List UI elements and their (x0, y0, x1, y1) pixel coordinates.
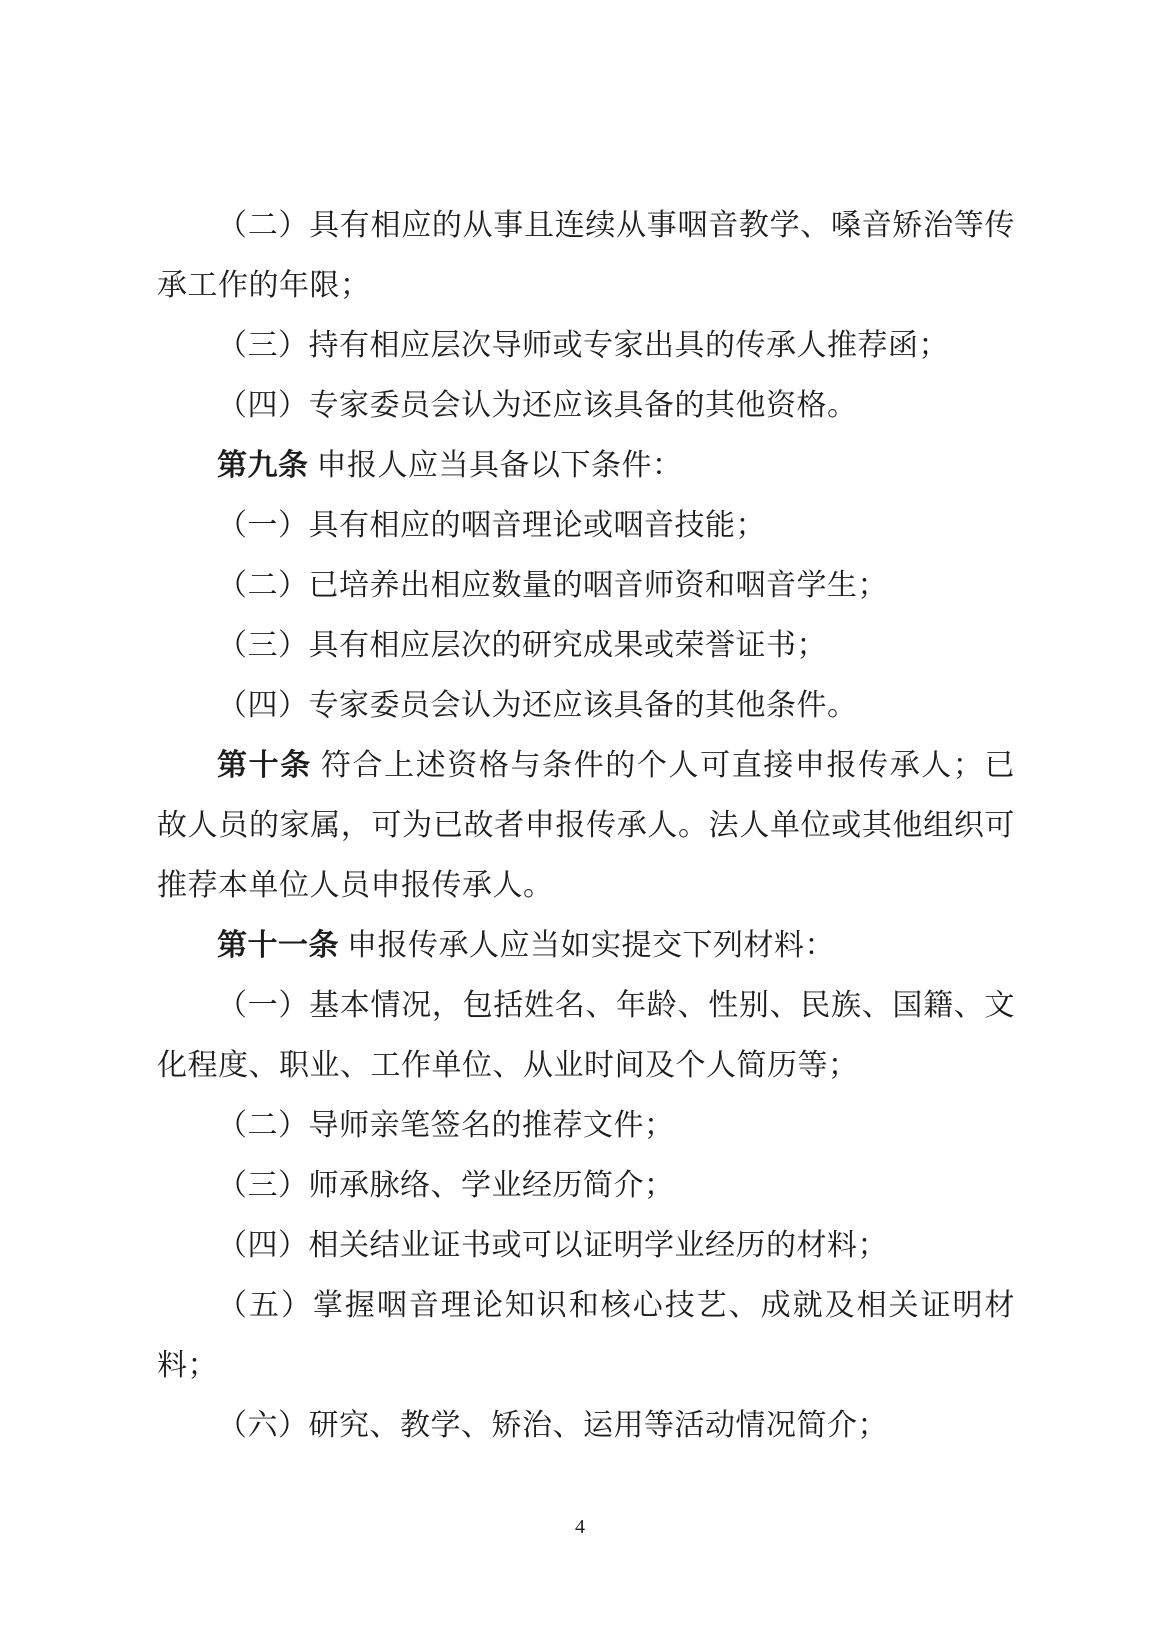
paragraph (157, 1156, 1015, 1216)
article-number: 第九条 (217, 449, 309, 482)
paragraph-text: 申报传承人应当如实提交下列材料： (339, 929, 835, 962)
paragraph (157, 1276, 1015, 1396)
paragraph (157, 676, 1015, 736)
paragraph (157, 916, 1015, 976)
paragraph-text: （一）具有相应的咽音理论或咽音技能； (217, 509, 766, 542)
paragraph-text: （三）持有相应层次导师或专家出具的传承人推荐函； (217, 329, 949, 362)
article-number: 第十条 (217, 749, 312, 782)
paragraph-text: （一）基本情况，包括姓名、年龄、性别、民族、国籍、文化程度、职业、工作单位、从业时间及个人简历等； (157, 989, 1015, 1082)
paragraph-text: 符合上述资格与条件的个人可直接申报传承人；已故人员的家属，可为已故者申报传承人。法人单位或其他组织可推荐本单位人员申报传承人。 (157, 749, 1016, 902)
paragraph (157, 316, 1015, 376)
paragraph-text: （四）专家委员会认为还应该具备的其他资格。 (217, 389, 858, 422)
paragraph-text: （二）导师亲笔签名的推荐文件； (217, 1109, 675, 1142)
paragraph (157, 1396, 1015, 1456)
paragraph (157, 436, 1015, 496)
paragraph-text: （六）研究、教学、矫治、运用等活动情况简介； (217, 1409, 888, 1442)
paragraph-text: （三）师承脉络、学业经历简介； (217, 1169, 675, 1202)
paragraph (157, 616, 1015, 676)
paragraph (157, 1216, 1015, 1276)
paragraph (157, 196, 1015, 316)
paragraph (157, 496, 1015, 556)
paragraph (157, 376, 1015, 436)
paragraph-text: （四）专家委员会认为还应该具备的其他条件。 (217, 689, 858, 722)
paragraph-text: （五）掌握咽音理论知识和核心技艺、成就及相关证明材料； (157, 1289, 1015, 1382)
document-body (157, 196, 1015, 1456)
paragraph-text: （三）具有相应层次的研究成果或荣誉证书； (217, 629, 827, 662)
paragraph-text: （四）相关结业证书或可以证明学业经历的材料； (217, 1229, 888, 1262)
paragraph (157, 556, 1015, 616)
article-number: 第十一条 (217, 929, 339, 962)
paragraph-text: （二）具有相应的从事且连续从事咽音教学、嗓音矫治等传承工作的年限； (157, 209, 1015, 302)
paragraph (157, 1096, 1015, 1156)
paragraph-text: （二）已培养出相应数量的咽音师资和咽音学生； (217, 569, 888, 602)
paragraph (157, 976, 1015, 1096)
page-number: 4 (575, 1516, 585, 1538)
paragraph (157, 736, 1015, 916)
paragraph-text: 申报人应当具备以下条件： (308, 449, 683, 482)
